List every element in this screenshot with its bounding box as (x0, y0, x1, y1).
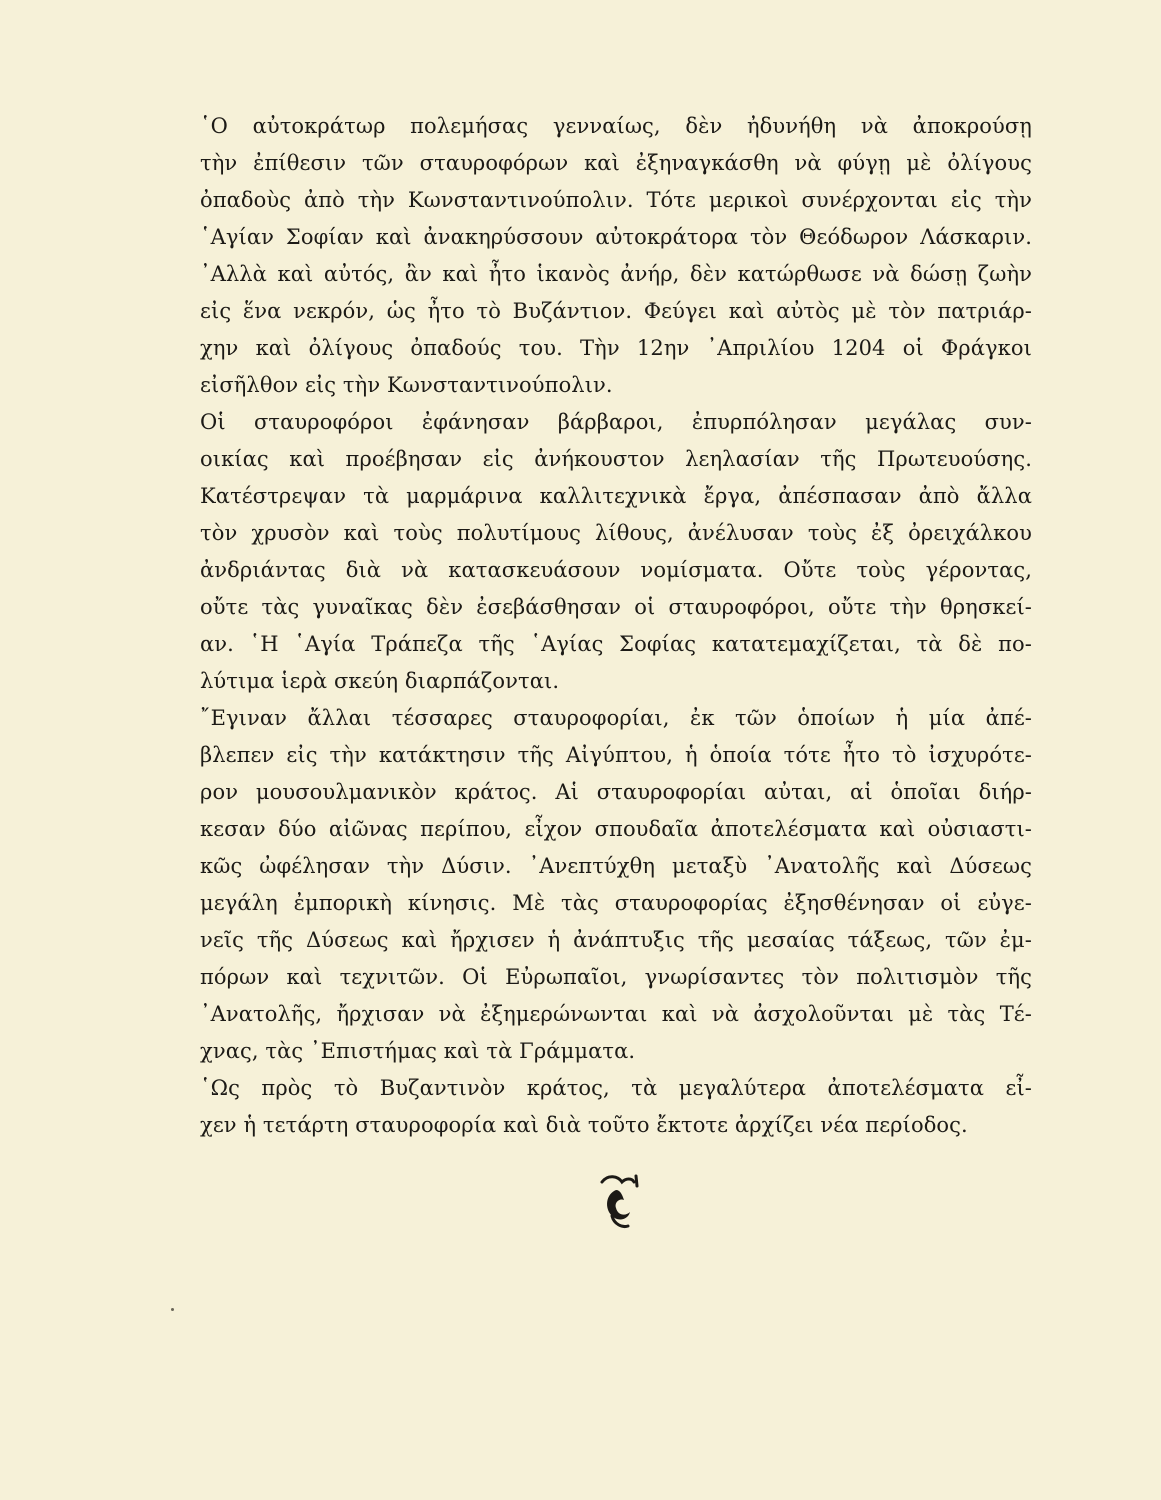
text-line: οικίας καὶ προέβησαν εἰς ἀνήκουστον λεηλασίαν τῆς Πρωτευούσης. (200, 447, 1032, 471)
text-line: τὴν ἐπίθεσιν τῶν σταυροφόρων καὶ ἐξηναγκάσθη νὰ φύγῃ μὲ ὀλίγους (200, 151, 1032, 175)
text-line: κεσαν δύο αἰῶνας περίπου, εἶχον σπουδαῖα ἀποτελέσματα καὶ οὐσιαστι- (200, 817, 1032, 841)
text-line: Κατέστρεψαν τὰ μαρμάρινα καλλιτεχνικὰ ἔργα, ἀπέσπασαν ἀπὸ ἄλλα (200, 484, 1032, 508)
text-line: εἰσῆλθον εἰς τὴν Κωνσταντινούπολιν. (200, 373, 613, 397)
text-line: ᾿Ανατολῆς, ἤρχισαν νὰ ἐξημερώνωνται καὶ νὰ ἀσχολοῦνται μὲ τὰς Τέ- (200, 1002, 1032, 1026)
paragraph-4 (200, 1070, 1032, 1144)
paragraph-2 (200, 404, 1032, 700)
text-line: οὔτε τὰς γυναῖκας δὲν ἐσεβάσθησαν οἱ σταυροφόροι, οὔτε τὴν θρησκεί- (200, 595, 1032, 619)
text-line: ᾿Αλλὰ καὶ αὐτός, ἂν καὶ ἦτο ἱκανὸς ἀνήρ, δὲν κατώρθωσε νὰ δώσῃ ζωὴν (200, 262, 1032, 286)
text-line: ῾Αγίαν Σοφίαν καὶ ἀνακηρύσσουν αὐτοκράτορα τὸν Θεόδωρον Λάσκαριν. (200, 225, 1032, 249)
text-line: Οἱ σταυροφόροι ἐφάνησαν βάρβαροι, ἐπυρπόλησαν μεγάλας συν- (200, 410, 1032, 434)
text-line: χην καὶ ὀλίγους ὀπαδούς του. Τὴν 12ην ᾿Απριλίου 1204 οἱ Φράγκοι (200, 336, 1032, 360)
text-line: βλεπεν εἰς τὴν κατάκτησιν τῆς Αἰγύπτου, ἡ ὁποία τότε ἦτο τὸ ἰσχυρότε- (200, 743, 1032, 767)
text-line: πόρων καὶ τεχνιτῶν. Οἱ Εὐρωπαῖοι, γνωρίσαντες τὸν πολιτισμὸν τῆς (200, 965, 1032, 989)
paper-speck (171, 1308, 174, 1311)
text-line: ὀπαδοὺς ἀπὸ τὴν Κωνσταντινούπολιν. Τότε μερικοὶ συνέρχονται εἰς τὴν (200, 188, 1032, 212)
page-text (200, 108, 1032, 1144)
bird-ornament-icon (596, 1170, 642, 1232)
text-line: αν. ῾Η ῾Αγία Τράπεζα τῆς ῾Αγίας Σοφίας κατατεμαχίζεται, τὰ δὲ πο- (200, 632, 1032, 656)
text-line: λύτιμα ἱερὰ σκεύη διαρπάζονται. (200, 669, 560, 693)
text-line: κῶς ὠφέλησαν τὴν Δύσιν. ᾿Ανεπτύχθη μεταξὺ ᾿Ανατολῆς καὶ Δύσεως (200, 854, 1032, 878)
text-line: μεγάλη ἐμπορικὴ κίνησις. Μὲ τὰς σταυροφορίας ἐξησθένησαν οἱ εὐγε- (200, 891, 1032, 915)
text-line: ῎Εγιναν ἄλλαι τέσσαρες σταυροφορίαι, ἐκ τῶν ὁποίων ἡ μία ἀπέ- (200, 706, 1032, 730)
text-line: ρον μουσουλμανικὸν κράτος. Αἱ σταυροφορίαι αὐται, αἱ ὁποῖαι διήρ- (200, 780, 1032, 804)
text-line: χεν ἡ τετάρτη σταυροφορία καὶ διὰ τοῦτο ἔκτοτε ἀρχίζει νέα περίοδος. (200, 1113, 968, 1137)
text-line: χνας, τὰς ᾿Επιστήμας καὶ τὰ Γράμματα. (200, 1039, 636, 1063)
text-line: νεῖς τῆς Δύσεως καὶ ἤρχισεν ἡ ἀνάπτυξις τῆς μεσαίας τάξεως, τῶν ἐμ- (200, 928, 1032, 952)
text-line: τὸν χρυσὸν καὶ τοὺς πολυτίμους λίθους, ἀνέλυσαν τοὺς ἐξ ὀρειχάλκου (200, 521, 1032, 545)
paragraph-1 (200, 108, 1032, 404)
paragraph-3 (200, 700, 1032, 1070)
text-line: ῾Ως πρὸς τὸ Βυζαντινὸν κράτος, τὰ μεγαλύτερα ἀποτελέσματα εἶ- (200, 1076, 1032, 1100)
text-line: ῾Ο αὐτοκράτωρ πολεμήσας γενναίως, δὲν ἠδυνήθη νὰ ἀποκρούσῃ (200, 114, 1032, 138)
text-line: ἀνδριάντας διὰ νὰ κατασκευάσουν νομίσματα. Οὔτε τοὺς γέροντας, (200, 558, 1032, 582)
text-line: εἰς ἕνα νεκρόν, ὡς ἦτο τὸ Βυζάντιον. Φεύγει καὶ αὐτὸς μὲ τὸν πατριάρ- (200, 299, 1032, 323)
